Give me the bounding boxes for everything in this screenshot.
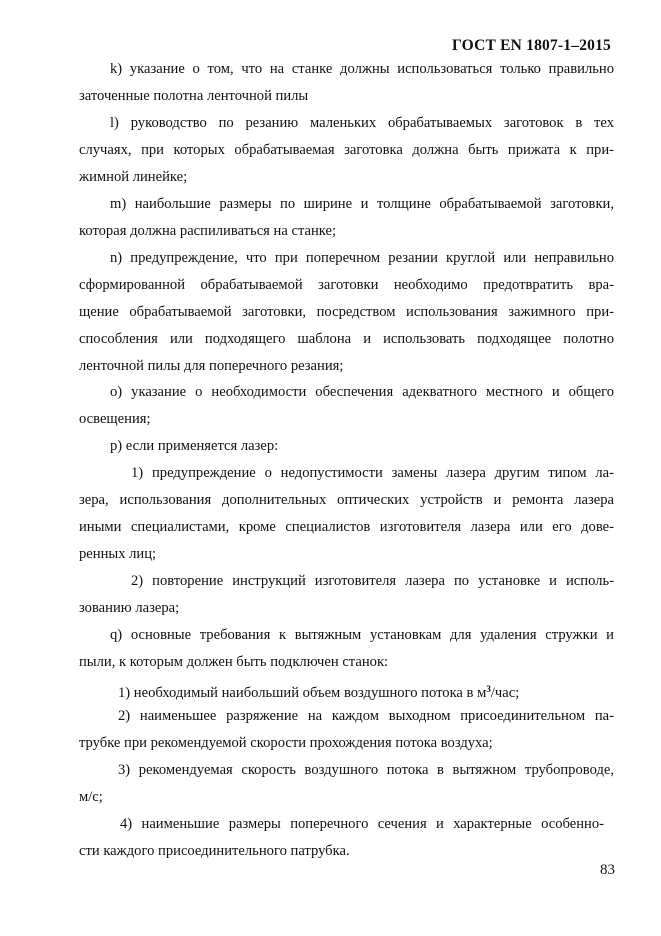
item-p1-line-2: зера, использования дополнительных оптических устройств и ремонта лазера: [79, 492, 614, 508]
item-q2-line-1: 2) наименьшее разряжение на каждом выходном присоединительном па-: [118, 708, 614, 724]
item-q1-unit: /час;: [490, 685, 520, 701]
item-k-line-1: k) указание о том, что на станке должны использоваться только правильно: [110, 61, 614, 77]
cubic-superscript: 3: [486, 684, 491, 694]
item-q-line-2: пыли, к которым должен быть подключен станок:: [79, 654, 389, 670]
item-q3-line-1: 3) рекомендуемая скорость воздушного потока в вытяжном трубопроводе,: [118, 762, 614, 778]
item-q2-line-2: трубке при рекомендуемой скорости прохождения потока воздуха;: [79, 735, 493, 751]
item-q1-text: 1) необходимый наибольший объем воздушного потока в м: [118, 685, 487, 701]
item-l-line-3: жимной линейке;: [79, 169, 188, 185]
item-m-line-1: m) наибольшие размеры по ширине и толщине обрабатываемой заготовки,: [110, 196, 614, 212]
item-p1-line-1: 1) предупреждение о недопустимости замены лазера другим типом ла-: [131, 465, 614, 481]
page-number: 83: [600, 862, 615, 878]
item-n-line-1: n) предупреждение, что при поперечном резании круглой или неправильно: [110, 250, 614, 266]
item-m-line-2: которая должна распиливаться на станке;: [79, 223, 337, 239]
item-p1-line-3: иными специалистами, кроме специалистов изготовителя лазера или его дове-: [79, 519, 614, 535]
item-k-line-2: заточенные полотна ленточной пилы: [79, 88, 309, 104]
item-p2-line-2: зованию лазера;: [79, 600, 180, 616]
item-p1-line-4: ренных лиц;: [79, 546, 157, 562]
item-q3-line-2: м/с;: [79, 789, 103, 805]
item-n-line-5: ленточной пилы для поперечного резания;: [79, 358, 344, 374]
item-o-line-1: o) указание о необходимости обеспечения адекватного местного и общего: [110, 384, 614, 400]
item-q4-line-1: 4) наименьшие размеры поперечного сечения и характерные особенно-: [120, 816, 604, 832]
item-p2-line-1: 2) повторение инструкций изготовителя лазера по установке и исполь-: [131, 573, 614, 589]
item-q1-line: [118, 680, 519, 702]
document-number: ГОСТ EN 1807-1–2015: [452, 37, 611, 54]
item-n-line-4: способления или подходящего шаблона и использовать подходящее полотно: [79, 331, 614, 347]
item-n-line-2: сформированной обрабатываемой заготовки необходимо предотвратить вра-: [79, 277, 614, 293]
item-q4-line-2: сти каждого присоединительного патрубка.: [79, 843, 350, 859]
item-l-line-1: l) руководство по резанию маленьких обрабатываемых заготовок в тех: [110, 115, 614, 131]
item-p-heading: p) если применяется лазер:: [110, 438, 279, 454]
item-o-line-2: освещения;: [79, 411, 151, 427]
item-l-line-2: случаях, при которых обрабатываемая заготовка должна быть прижата к при-: [79, 142, 614, 158]
item-q-line-1: q) основные требования к вытяжным установкам для удаления стружки и: [110, 627, 614, 643]
item-n-line-3: щение обрабатываемой заготовки, посредством использования зажимного при-: [79, 304, 614, 320]
